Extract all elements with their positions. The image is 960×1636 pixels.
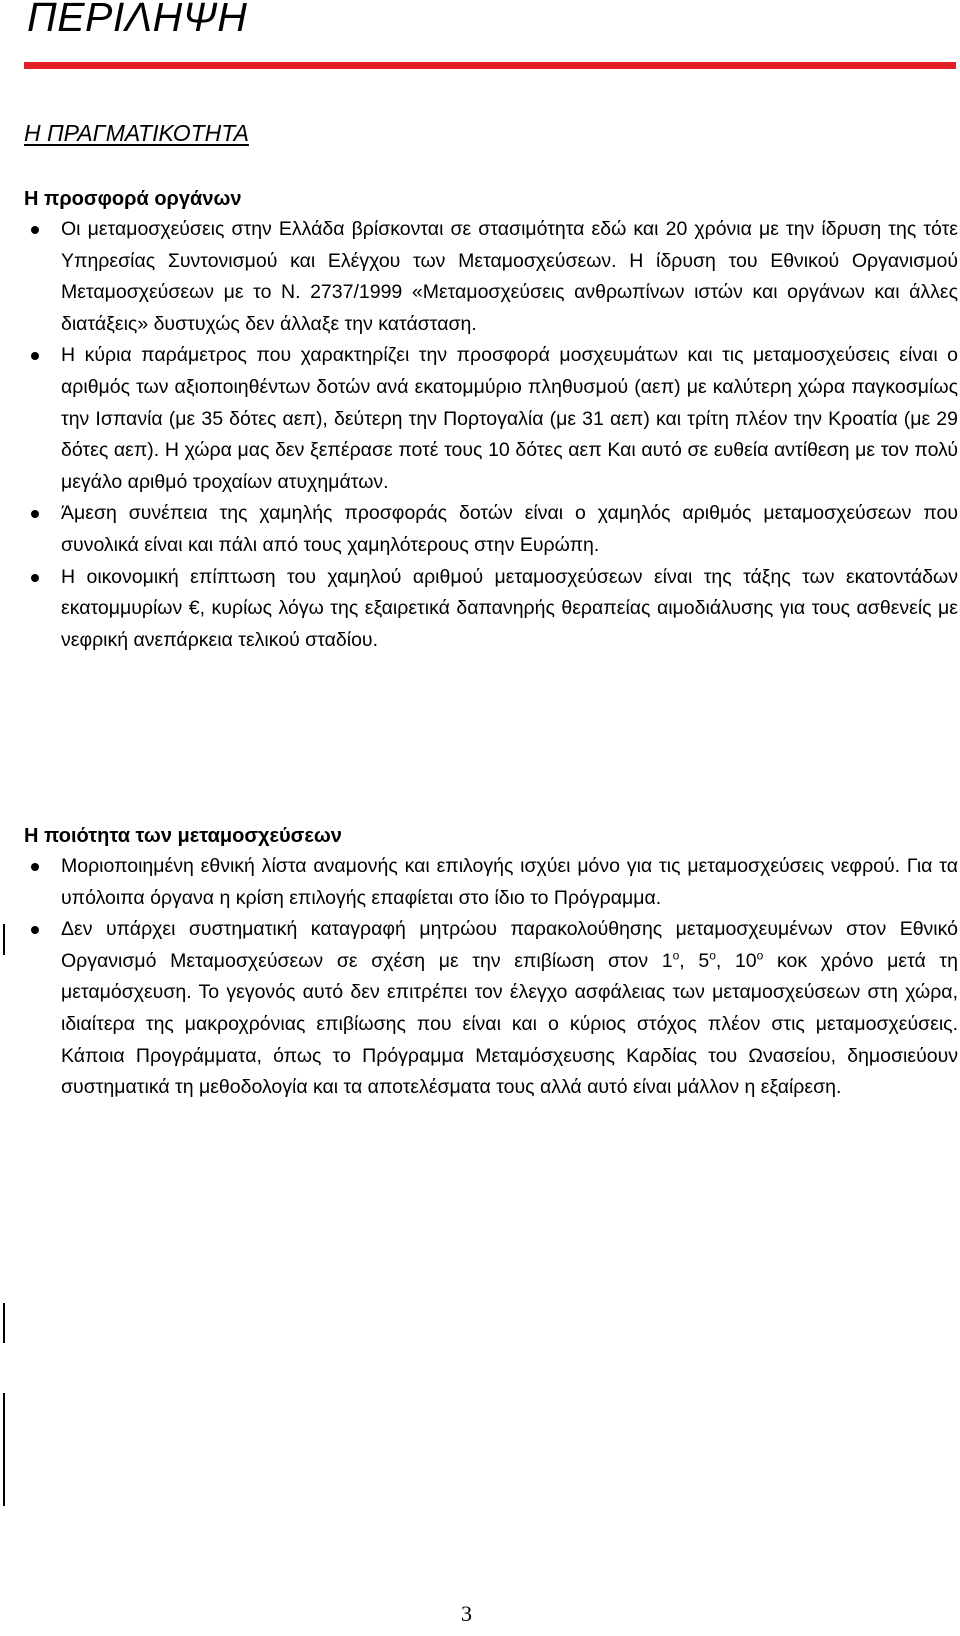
revision-mark bbox=[3, 924, 5, 955]
list-item: Μοριοποιημένη εθνική λίστα αναμονής και επιλογής ισχύει μόνο για τις μεταμοσχεύσεις νεφρού. Για τα υπόλοιπα όργανα η κρίση επιλογής επαφίεται στο ίδιο το Πρόγραμμα. bbox=[24, 851, 958, 914]
title-underline-rule bbox=[24, 62, 956, 69]
superscript: ο bbox=[672, 948, 680, 963]
list-item: Οι μεταμοσχεύσεις στην Ελλάδα βρίσκονται σε στασιμότητα εδώ και 20 χρόνια με την ίδρυση της τότε Υπηρεσίας Συντονισμού και Ελέγχου των Μεταμοσχεύσεων. Η ίδρυση του Εθνικού Οργανισμού Μεταμοσχεύσεων με το Ν. 2737/1999 «Μεταμοσχεύσεις ανθρωπίνων ιστών και οργάνων και άλλες διατάξεις» δυστυχώς δεν άλλαξε την κατάσταση. bbox=[24, 214, 958, 340]
revision-mark bbox=[3, 1393, 5, 1506]
list-item: Η κύρια παράμετρος που χαρακτηρίζει την προσφορά μοσχευμάτων και τις μεταμοσχεύσεις είναι ο αριθμός των αξιοποιηθέντων δοτών ανά εκατομμύριο πληθυσμού (αεπ) με καλύτερη χώρα παγκοσμίως την Ισπανία (με 35 δότες αεπ), δεύτερη την Πορτογαλία (με 31 αεπ) και τρίτη πλέον την Κροατία (με 29 δότες αεπ). Η χώρα μας δεν ξεπέρασε ποτέ τους 10 δότες αεπ Και αυτό σε ευθεία αντίθεση με τον πολύ μεγάλο αριθμό τροχαίων ατυχημάτων. bbox=[24, 340, 958, 498]
subsection-heading: Η ποιότητα των μεταμοσχεύσεων bbox=[24, 825, 342, 847]
list-item: Η οικονομική επίπτωση του χαμηλού αριθμού μεταμοσχεύσεων είναι της τάξης των εκατοντάδων εκατομμυρίων €, κυρίως λόγω της εξαιρετικά δαπανηρής θεραπείας αιμοδιάλυσης για τους ασθενείς με νεφρική ανεπάρκεια τελικού σταδίου. bbox=[24, 562, 958, 657]
subsection-transplant-quality bbox=[24, 821, 958, 1104]
bullet-list bbox=[24, 851, 958, 1104]
page-title: ΠΕΡΙΛΗΨΗ bbox=[27, 0, 248, 40]
bullet-list bbox=[24, 214, 958, 656]
list-item: Άμεση συνέπεια της χαμηλής προσφοράς δοτών είναι ο χαμηλός αριθμός μεταμοσχεύσεων που συνολικά είναι και πάλι από τους χαμηλότερους στην Ευρώπη. bbox=[24, 498, 958, 561]
list-item-text: , 5 bbox=[679, 949, 710, 972]
list-item-text: Δεν υπάρχει συστηματική καταγραφή μητρώου παρακολούθησης μεταμοσχευμένων στον Εθνικό Οργανισμό Μεταμοσχεύσεων σε σχέση με την επιβίωση στον 1 bbox=[61, 918, 958, 972]
superscript: ο bbox=[756, 948, 764, 963]
section-title: Η ΠΡΑΓΜΑΤΙΚΟΤΗΤΑ bbox=[24, 120, 249, 146]
revision-mark bbox=[3, 1303, 5, 1343]
list-item-text: κοκ χρόνο μετά τη μεταμόσχευση. Το γεγονός αυτό δεν επιτρέπει τον έλεγχο ασφάλειας των μεταμοσχεύσεων στη χώρα, ιδιαίτερα της μακροχρόνιας επιβίωσης που είναι και ο κύριος στόχος πλέον στις μεταμοσχεύσεις. Κάποια Προγράμματα, όπως το Πρόγραμμα Μεταμόσχευσης Καρδίας του Ωνασείου, δημοσιεύουν συστηματικά τη μεθοδολογία και τα αποτελέσματα τους αλλά αυτό είναι μάλλον η εξαίρεση. bbox=[61, 949, 958, 1099]
subsection-organ-supply bbox=[24, 184, 958, 656]
superscript: ο bbox=[709, 948, 716, 963]
list-item-text: , 10 bbox=[715, 949, 757, 972]
subsection-heading: Η προσφορά οργάνων bbox=[24, 188, 242, 210]
list-item bbox=[24, 914, 958, 1104]
page-number: 3 bbox=[461, 1601, 472, 1626]
